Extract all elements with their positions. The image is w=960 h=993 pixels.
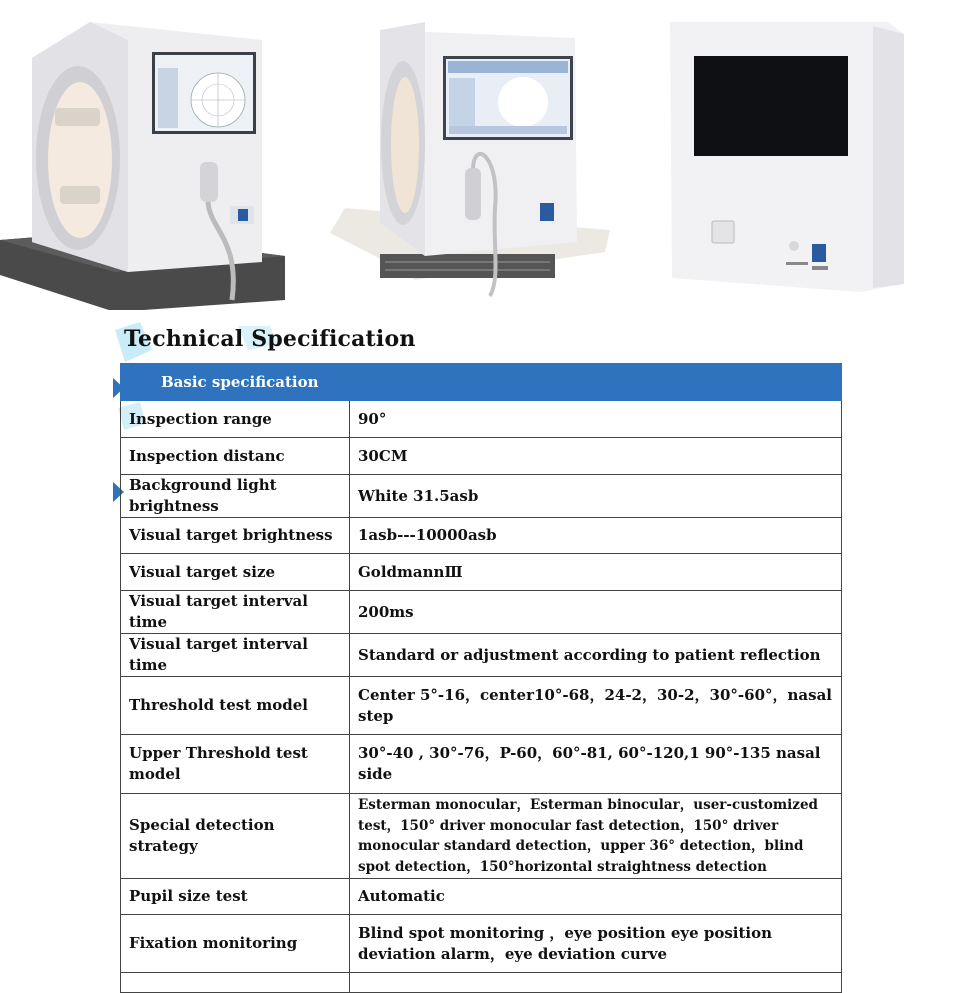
row-label: Visual target brightness (121, 518, 350, 554)
row-label: Visual target size (121, 554, 350, 591)
table-row (121, 735, 842, 794)
row-label: Visual target interval time (121, 591, 350, 634)
table-row (121, 401, 842, 438)
page-title: Technical Specification (124, 326, 416, 352)
table-row (121, 634, 842, 677)
table-row (121, 879, 842, 915)
section-header-row (121, 364, 842, 401)
perimeter-device-left (0, 10, 300, 310)
perimeter-device-middle (325, 18, 615, 308)
table-row (121, 794, 842, 879)
row-value: 200ms (350, 591, 842, 634)
row-value: Esterman monocular，Esterman binocular，user-customized test，150° driver monocular fast detection，150° driver monocular standard detection，upper 36° detection，blind spot detection，150°horizontal straightness detection (350, 794, 842, 879)
row-label: Background light brightness (121, 475, 350, 518)
row-label: Inspection range (121, 401, 350, 438)
row-label: Fixation monitoring (121, 915, 350, 973)
row-label: Special detection strategy (121, 794, 350, 879)
row-label: Inspection distanc (121, 438, 350, 475)
table-row (121, 475, 842, 518)
row-value: Center 5°-16，center10°-68，24-2，30-2，30°-60°，nasal step (350, 677, 842, 735)
spec-table (120, 363, 842, 993)
table-row-partial (121, 973, 842, 993)
row-value: Blind spot monitoring ，eye position eye position deviation alarm，eye deviation curve (350, 915, 842, 973)
row-value: Standard or adjustment according to patient reflection (350, 634, 842, 677)
row-value: 30CM (350, 438, 842, 475)
row-label: Pupil size test (121, 879, 350, 915)
row-value: 90° (350, 401, 842, 438)
table-row (121, 518, 842, 554)
row-value: 30°-40 , 30°-76，P-60，60°-81, 60°-120,1 90°-135 nasal side (350, 735, 842, 794)
row-label: Upper Threshold test model (121, 735, 350, 794)
row-value: Automatic (350, 879, 842, 915)
table-row (121, 438, 842, 475)
table-row (121, 677, 842, 735)
row-label: Visual target interval time (121, 634, 350, 677)
row-value: White 31.5asb (350, 475, 842, 518)
row-label: Threshold test model (121, 677, 350, 735)
perimeter-device-right (668, 16, 908, 296)
table-row (121, 554, 842, 591)
table-row (121, 591, 842, 634)
product-photos (0, 0, 960, 310)
section-header: Basic specification (121, 364, 842, 401)
table-row (121, 915, 842, 973)
row-value: GoldmannⅢ (350, 554, 842, 591)
row-value: 1asb---10000asb (350, 518, 842, 554)
